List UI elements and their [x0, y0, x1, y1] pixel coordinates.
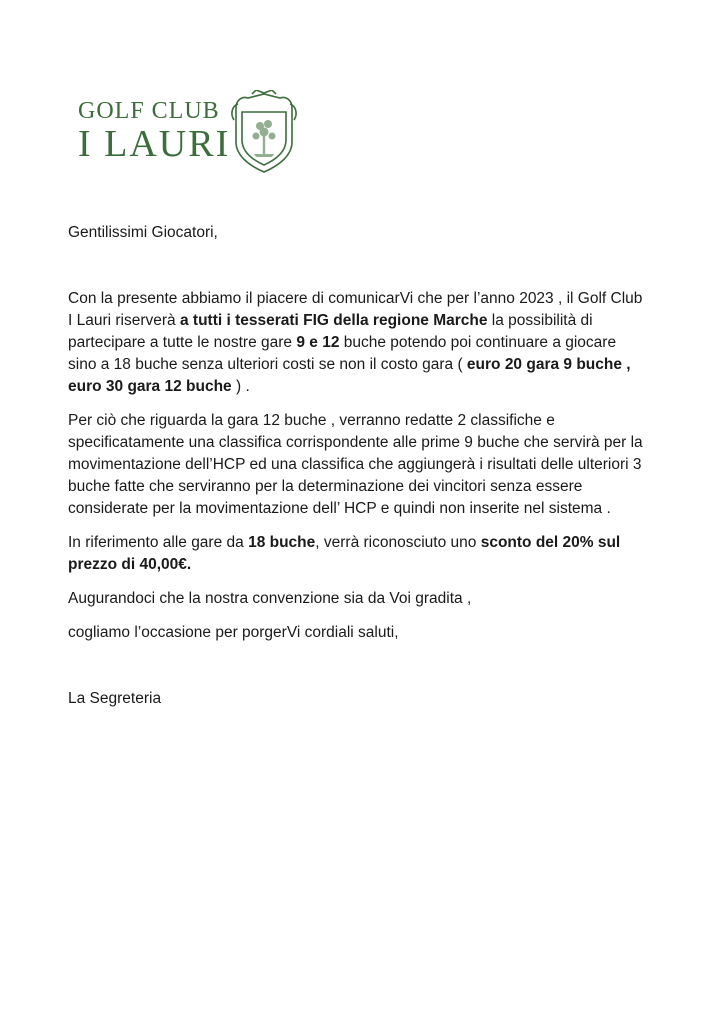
p3-text-2: , verrà riconosciuto uno — [315, 534, 481, 551]
crest-icon — [228, 90, 300, 176]
letter-body — [68, 222, 648, 710]
paragraph-1 — [68, 288, 648, 398]
p1-text-2: la possibilità di partecipare a tutte le nostre gare — [68, 312, 593, 351]
p3-bold-1: 18 buche — [248, 534, 316, 551]
logo-line1: GOLF CLUB — [78, 98, 220, 124]
logo-line2: I LAURI — [78, 123, 231, 165]
p1-bold-1: a tutti i tesserati FIG della regione Marche — [179, 312, 488, 329]
paragraph-5: cogliamo l’occasione per porgerVi cordiali saluti, — [68, 624, 399, 641]
signature: La Segreteria — [68, 690, 162, 707]
paragraph-3 — [68, 532, 648, 576]
logo-text — [78, 98, 230, 164]
paragraph-2: Per ciò che riguarda la gara 12 buche , verranno redatte 2 classifiche e specificatamente una classifica corrispondente alle prime 9 buche che servirà per la movimentazione dell’HCP ed una classifica che aggiungerà i risultati delle ulteriori 3 buche fatte che serviranno per la determinazione dei vincitori senza essere considerate per la movimentazione dell’ HCP e quindi non inserite nel sistema . — [68, 412, 643, 517]
greeting: Gentilissimi Giocatori, — [68, 224, 218, 241]
p1-text-4: ) . — [231, 378, 250, 395]
p3-bold-2: sconto del 20% sul prezzo di 40,00€. — [68, 534, 621, 573]
p1-text-1: Con la presente abbiamo il piacere di comunicarVi che per l’anno 2023 , il Golf Club I Lauri riserverà — [68, 290, 643, 329]
p1-bold-3: euro 20 gara 9 buche , euro 30 gara 12 buche — [68, 356, 631, 395]
p1-text-3: buche potendo poi continuare a giocare sino a 18 buche senza ulteriori costi se non il costo gara ( — [68, 334, 617, 373]
p1-bold-2: 9 e 12 — [296, 334, 340, 351]
club-logo — [78, 90, 318, 180]
paragraph-4: Augurandoci che la nostra convenzione sia da Voi gradita , — [68, 590, 472, 607]
p3-text-1: In riferimento alle gare da — [68, 534, 249, 551]
